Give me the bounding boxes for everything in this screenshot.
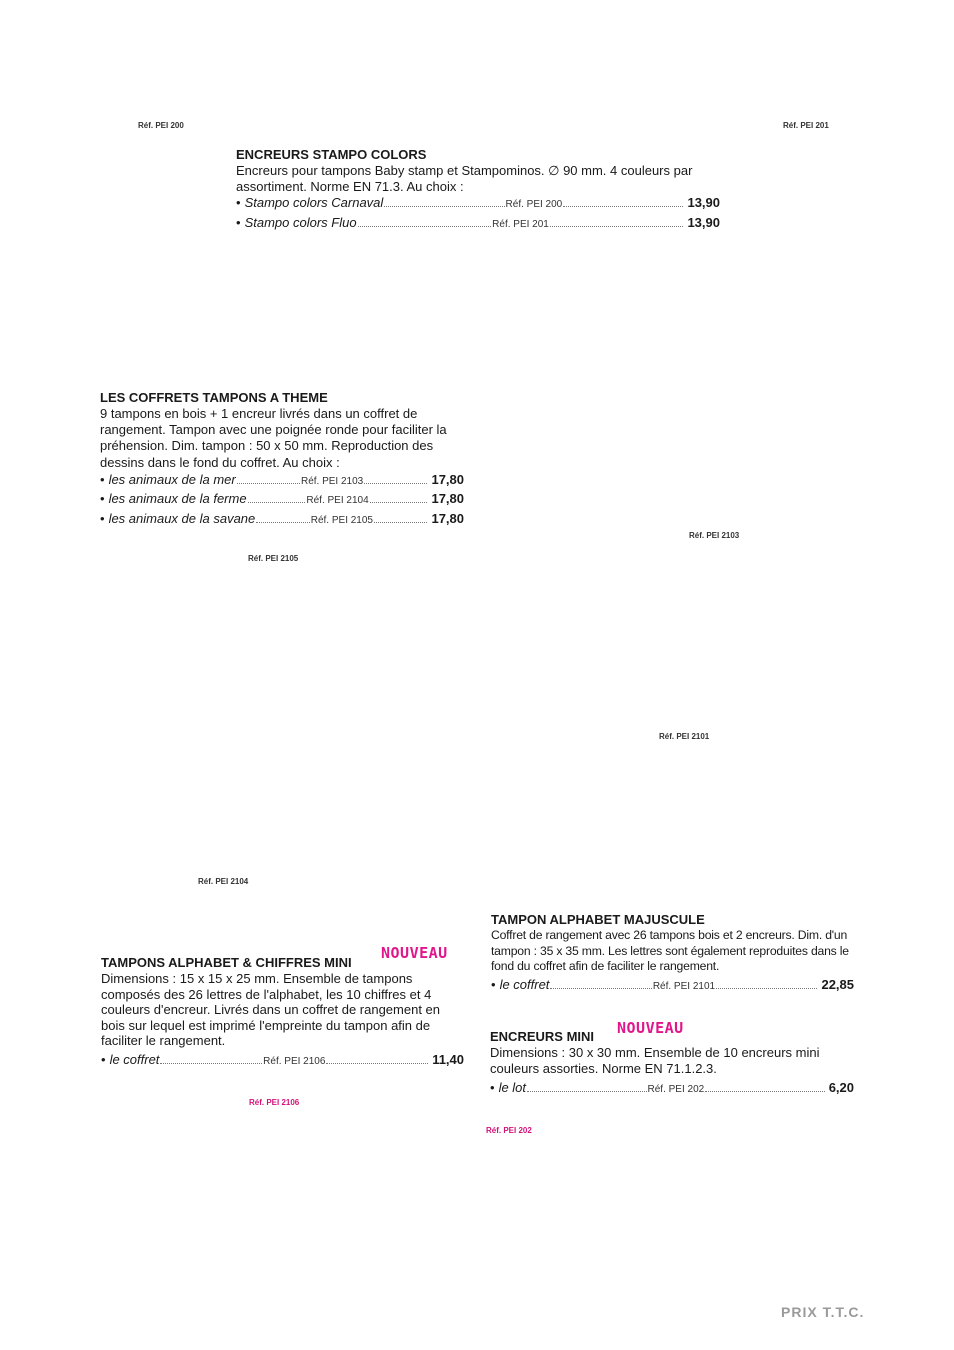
product-price: 13,90 [687, 214, 720, 230]
product-name: le coffret [109, 1051, 160, 1067]
product-name: le coffret [499, 977, 550, 993]
product-name: les animaux de la mer [108, 471, 236, 487]
coffrets-description: 9 tampons en bois + 1 encreur livrés dans un coffret de rangement. Tampon avec une poignée ronde pour faciliter la préhension. Dim. tampon : 50 x 50 mm. Reproduction des dessins dans le fond du coffret. Au choix : [100, 406, 447, 470]
ref-tag-pei2106: Réf. PEI 2106 [249, 1098, 300, 1107]
product-name: le lot [498, 1080, 527, 1095]
product-line-mini-alpha-coffret: • le coffret Réf. PEI 2106 11,40 [101, 1051, 464, 1071]
product-price: 22,85 [821, 977, 855, 993]
majuscule-title: TAMPON ALPHABET MAJUSCULE [491, 912, 705, 927]
ref-tag-pei2104: Réf. PEI 2104 [198, 877, 249, 886]
product-ref: Réf. PEI 2101 [652, 981, 716, 993]
ref-tag-pei201: Réf. PEI 201 [783, 121, 829, 130]
product-line-encreurs-mini-lot: • le lot Réf. PEI 202 6,20 [490, 1079, 854, 1099]
coffrets-title: LES COFFRETS TAMPONS A THEME [100, 390, 328, 405]
stampo-colors-section [236, 147, 720, 233]
product-ref: Réf. PEI 200 [505, 199, 563, 210]
product-line-majuscule-coffret: • le coffret Réf. PEI 2101 22,85 [491, 976, 854, 996]
mini-alpha-section [101, 955, 464, 1070]
product-line-stampo-fluo: • Stampo colors Fluo Réf. PEI 201 13,90 [236, 214, 720, 234]
product-ref: Réf. PEI 2105 [310, 514, 373, 526]
product-name: Stampo colors Carnaval [244, 195, 384, 210]
ref-tag-pei2103: Réf. PEI 2103 [689, 531, 740, 540]
product-price: 11,40 [432, 1051, 465, 1067]
nouveau-badge-encreurs-mini: NOUVEAU [617, 1019, 684, 1037]
ref-tag-pei2105: Réf. PEI 2105 [248, 554, 299, 563]
product-price: 17,80 [431, 491, 465, 507]
product-price: 13,90 [687, 195, 721, 210]
product-ref: Réf. PEI 201 [492, 218, 549, 230]
majuscule-section [491, 912, 854, 996]
ref-tag-pei2101: Réf. PEI 2101 [659, 732, 710, 741]
mini-alpha-title: TAMPONS ALPHABET & CHIFFRES MINI [101, 955, 352, 970]
majuscule-description: Coffret de rangement avec 26 tampons bois et 2 encreurs. Dim. d'un tampon : 35 x 35 mm. Les lettres sont également reproduites dans le fond du coffret afin de faciliter le rangement. [491, 928, 849, 974]
ref-tag-pei202: Réf. PEI 202 [486, 1126, 532, 1135]
product-ref: Réf. PEI 2106 [263, 1055, 326, 1067]
coffrets-theme-section [100, 390, 464, 529]
product-name: Stampo colors Fluo [244, 214, 357, 230]
product-price: 6,20 [828, 1080, 855, 1095]
stampo-title: ENCREURS STAMPO COLORS [236, 147, 427, 162]
product-ref: Réf. PEI 2104 [306, 495, 369, 507]
product-line-stampo-carnaval: • Stampo colors Carnaval Réf. PEI 200 13,90 [236, 194, 720, 214]
product-ref: Réf. PEI 2103 [300, 475, 364, 487]
product-line-animaux-ferme: • les animaux de la ferme Réf. PEI 2104 17,80 [100, 490, 464, 510]
encreurs-mini-description: Dimensions : 30 x 30 mm. Ensemble de 10 encreurs mini couleurs assorties. Norme EN 71.1.2.3. [490, 1045, 820, 1076]
product-line-animaux-mer: • les animaux de la mer Réf. PEI 2103 17,80 [100, 471, 464, 491]
product-line-animaux-savane: • les animaux de la savane Réf. PEI 2105 17,80 [100, 510, 464, 530]
product-ref: Réf. PEI 202 [647, 1084, 705, 1095]
mini-alpha-description: Dimensions : 15 x 15 x 25 mm. Ensemble de tampons composés des 26 lettres de l'alphabet, les 10 chiffres et 4 couleurs d'encreur. Livrés dans un coffret de rangement en bois sur lequel est imprimé l'empreinte du tampon afin de faciliter le rangement. [101, 971, 441, 1048]
product-name: les animaux de la ferme [108, 491, 247, 507]
encreurs-mini-title: ENCREURS MINI [490, 1029, 595, 1044]
product-name: les animaux de la savane [108, 510, 256, 526]
stampo-description: Encreurs pour tampons Baby stamp et Stampominos. ∅ 90 mm. 4 couleurs par assortiment. Norme EN 71.3. Au choix : [236, 163, 693, 194]
ref-tag-pei200: Réf. PEI 200 [138, 121, 184, 130]
nouveau-badge-mini-alpha: NOUVEAU [381, 944, 448, 962]
prix-ttc-footer: PRIX T.T.C. [781, 1304, 865, 1320]
product-price: 17,80 [431, 471, 465, 487]
encreurs-mini-section [490, 1029, 854, 1099]
product-price: 17,80 [431, 510, 465, 526]
